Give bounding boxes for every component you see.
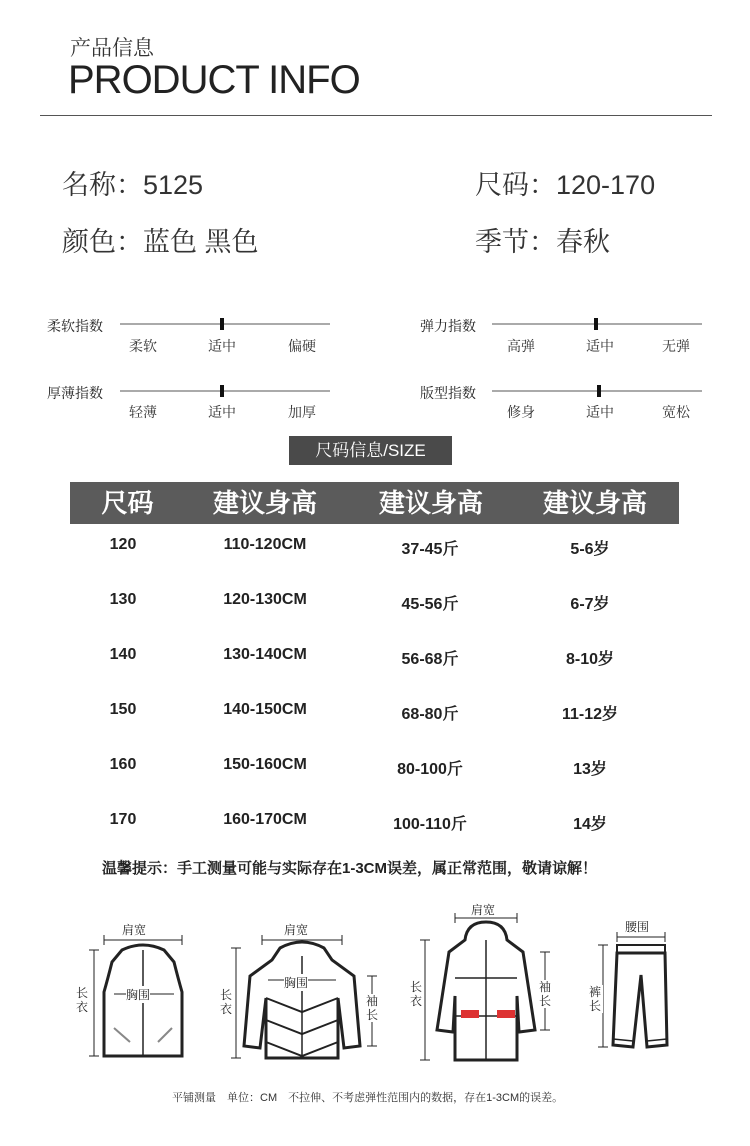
scale-label: 版型指数: [420, 385, 476, 401]
chest-label: 胸围: [284, 976, 309, 990]
table-cell: 140-150CM: [223, 701, 307, 718]
scale-option: 轻薄: [129, 404, 157, 420]
product-name: 名称：5125: [62, 170, 204, 200]
sleeve-label: 袖长: [366, 994, 379, 1022]
scale-label: 弹力指数: [420, 318, 476, 334]
section-title-en: PRODUCT INFO: [68, 58, 360, 102]
scale-marker: [594, 318, 598, 330]
size-table-header: [70, 482, 679, 524]
product-season: 季节：春秋: [475, 227, 610, 257]
pants-diagram: [585, 915, 695, 1065]
table-cell: 100-110斤: [393, 816, 467, 833]
scale-option: 适中: [586, 404, 614, 420]
column-header: 尺码: [101, 488, 154, 518]
table-cell: 13岁: [573, 761, 607, 778]
table-cell: 160-170CM: [223, 811, 307, 828]
scale-option: 无弹: [662, 338, 690, 354]
length-label: 长衣: [220, 988, 233, 1016]
table-cell: 150-160CM: [223, 756, 307, 773]
scale-track: [120, 323, 330, 325]
table-cell: 5-6岁: [570, 541, 610, 558]
table-cell: 45-56斤: [401, 596, 459, 613]
scale-marker: [220, 318, 224, 330]
column-header: 建议身高: [212, 488, 317, 518]
waist-label: 腰围: [625, 920, 650, 934]
table-cell: 8-10岁: [565, 651, 615, 668]
column-header: 建议身高: [378, 488, 483, 518]
vest-diagram: [70, 918, 210, 1068]
column-header: 建议身高: [542, 488, 647, 518]
product-color: 颜色：蓝色 黑色: [62, 227, 259, 257]
scale-option: 高弹: [507, 338, 535, 354]
puffer-jacket-icon: [220, 918, 390, 1068]
table-cell: 56-68斤: [401, 651, 459, 668]
scale-label: 柔软指数: [47, 318, 103, 334]
table-cell: 11-12岁: [561, 706, 619, 723]
scale-option: 适中: [208, 338, 236, 354]
scale-label: 厚薄指数: [47, 385, 103, 401]
size-section-badge: 尺码信息/SIZE: [289, 436, 452, 465]
product-size-range: 尺码：120-170: [475, 170, 656, 200]
table-cell: 6-7岁: [570, 596, 610, 613]
table-cell: 68-80斤: [401, 706, 459, 723]
chest-label: 胸围: [126, 988, 151, 1002]
table-cell: 110-120CM: [223, 536, 307, 553]
scale-marker: [220, 385, 224, 397]
table-cell: 150: [109, 701, 137, 718]
scale-option: 宽松: [662, 404, 690, 420]
jacket-diagram: [220, 918, 390, 1068]
sleeve-label: 袖长: [539, 980, 552, 1008]
scale-option: 柔软: [129, 338, 157, 354]
length-label: 长衣: [76, 986, 89, 1014]
scale-option: 适中: [586, 338, 614, 354]
length-label: 长衣: [410, 980, 423, 1008]
table-cell: 130: [109, 591, 137, 608]
table-cell: 170: [109, 811, 137, 828]
scale-track: [120, 390, 330, 392]
shoulder-label: 肩宽: [122, 923, 147, 937]
scale-marker: [597, 385, 601, 397]
table-cell: 120: [109, 536, 137, 553]
shoulder-label: 肩宽: [284, 923, 309, 937]
scale-option: 修身: [507, 404, 535, 420]
table-cell: 37-45斤: [401, 541, 459, 558]
table-cell: 130-140CM: [223, 646, 307, 663]
section-title-cn: 产品信息: [70, 37, 154, 60]
measurement-note: 平铺测量 单位：CM 不拉伸、不考虑弹性范围内的数据，存在1-3CM的误差。: [172, 1092, 564, 1104]
scale-option: 偏硬: [288, 338, 316, 354]
scale-option: 适中: [208, 404, 236, 420]
table-cell: 160: [109, 756, 137, 773]
table-cell: 80-100斤: [397, 761, 463, 778]
shoulder-label: 肩宽: [471, 903, 496, 917]
table-cell: 120-130CM: [223, 591, 307, 608]
measurement-tip: 温馨提示：手工测量可能与实际存在1-3CM误差，属正常范围，敬请谅解！: [102, 860, 598, 877]
length-label: 裤长: [589, 985, 602, 1013]
scale-option: 加厚: [288, 404, 316, 420]
coat-diagram: [405, 900, 570, 1070]
header-divider: [40, 115, 712, 116]
table-cell: 140: [109, 646, 137, 663]
table-cell: 14岁: [573, 816, 607, 833]
